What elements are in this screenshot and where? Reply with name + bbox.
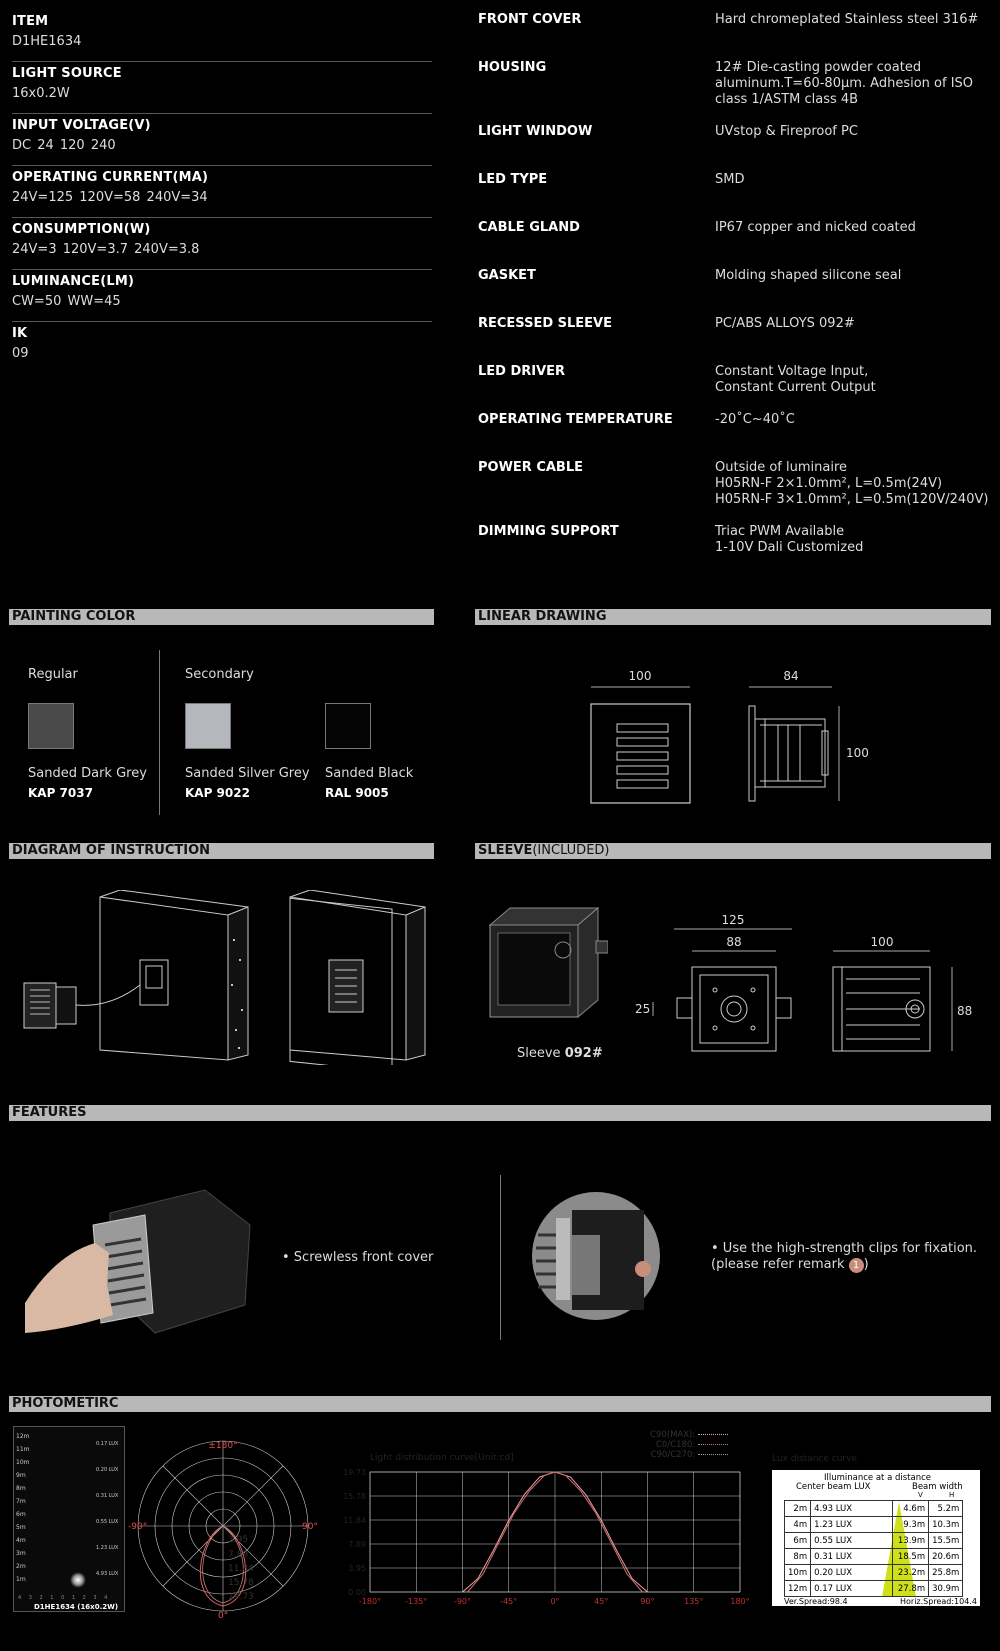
spec-row — [12, 10, 432, 62]
spec-label: DIMMING SUPPORT — [478, 524, 619, 539]
polar-ring: 11.84 — [228, 1564, 254, 1574]
lux-title: Lux distance curve — [772, 1454, 857, 1464]
lux-row: 4m 1.23 LUX 9.3m 10.3m — [785, 1517, 963, 1533]
spec-row — [478, 412, 993, 460]
sleeve-photo — [488, 905, 608, 1025]
spec-row — [478, 316, 993, 364]
spec-row — [478, 220, 993, 268]
swatch-dark-grey — [28, 703, 74, 749]
spec-value: IP67 copper and nicked coated — [715, 220, 916, 235]
spec-label: LUMINANCE(LM) — [12, 274, 135, 289]
polar-left: -90° — [128, 1522, 148, 1532]
swatch-name: Sanded Dark Grey — [28, 766, 147, 781]
lux-row: 6m 0.55 LUX 13.9m 15.5m — [785, 1533, 963, 1549]
spec-label: LIGHT SOURCE — [12, 66, 122, 81]
polar-chart — [128, 1438, 328, 1618]
spec-value: Constant Voltage Input, Constant Current Output — [715, 364, 876, 395]
lux-row: 8m 0.31 LUX 18.5m 20.6m — [785, 1549, 963, 1565]
y-tick-label: 11.84 — [343, 1516, 366, 1525]
iso-lux-label: 0.31 LUX — [96, 1493, 119, 1499]
spec-row — [478, 172, 993, 220]
legend-item: C90/C270: — [650, 1450, 696, 1460]
spec-label: GASKET — [478, 268, 536, 283]
spec-value: Outside of luminaire H05RN-F 2×1.0mm², L=0.5m(24V) H05RN-F 3×1.0mm², L=0.5m(120V/240V) — [715, 460, 989, 507]
dim-side-width: 84 — [783, 669, 799, 683]
curve-legend — [650, 1430, 728, 1460]
spec-value: 12# Die-casting powder coated aluminum.T=60-80μm. Adhesion of ISO class 1/ASTM class 4B — [715, 60, 974, 107]
spec-label: OPERATING TEMPERATURE — [478, 412, 673, 427]
spec-row — [478, 124, 993, 172]
divider — [500, 1175, 501, 1340]
dim-front-width: 100 — [628, 669, 652, 683]
iso-distance-label: 1m — [16, 1576, 26, 1583]
spec-row — [478, 12, 993, 60]
spec-row — [478, 524, 993, 572]
iso-distance-label: 6m — [16, 1511, 26, 1518]
spec-value: 09 — [12, 346, 29, 361]
divider — [159, 650, 160, 815]
x-tick-label: -180° — [358, 1597, 382, 1606]
iso-lux-chart — [13, 1426, 125, 1612]
legend-item: C0/C180: — [655, 1440, 696, 1450]
x-tick-label: -135° — [405, 1597, 428, 1606]
feature-photo-clip — [530, 1190, 670, 1325]
x-tick-label: 180° — [730, 1597, 750, 1606]
dim-sleeve-depth: 25 — [635, 1002, 651, 1016]
y-tick-label: 0.00 — [348, 1588, 366, 1597]
iso-distance-label: 12m — [16, 1433, 30, 1440]
spec-label: ITEM — [12, 14, 49, 29]
section-bar-photometric: PHOTOMETIRC — [9, 1396, 991, 1412]
section-bar-features: FEATURES — [9, 1105, 991, 1121]
feature-photo-hand — [25, 1185, 255, 1335]
polar-ring: 15.78 — [228, 1578, 254, 1588]
polar-top: ±180° — [208, 1441, 238, 1451]
spec-label: OPERATING CURRENT(MA) — [12, 170, 209, 185]
spec-value: 24V=125 120V=58 240V=34 — [12, 190, 208, 205]
polar-ring: 7.89 — [228, 1550, 249, 1560]
x-tick-label: 135° — [684, 1597, 704, 1606]
y-tick-label: 7.89 — [348, 1540, 366, 1549]
spec-label: INPUT VOLTAGE(V) — [12, 118, 151, 133]
feature-clips: • Use the high-strength clips for fixation. — [711, 1241, 978, 1256]
spec-value: Hard chromeplated Stainless steel 316# — [715, 12, 979, 27]
iso-lux-label: 0.20 LUX — [96, 1467, 119, 1473]
spec-label: CONSUMPTION(W) — [12, 222, 151, 237]
y-tick-label: 15.78 — [343, 1492, 366, 1501]
section-bar-painting: PAINTING COLOR — [9, 609, 434, 625]
iso-distance-label: 8m — [16, 1485, 26, 1492]
sleeve-caption: Sleeve 092# — [517, 1046, 603, 1061]
swatch-code: RAL 9005 — [325, 786, 389, 800]
spec-row — [478, 268, 993, 316]
spec-right-list — [478, 12, 993, 572]
iso-lux-label: 0.55 LUX — [96, 1519, 119, 1525]
dim-height: 100 — [846, 746, 869, 760]
lux-row: 2m 4.93 LUX 4.6m 5.2m — [785, 1501, 963, 1517]
light-distribution-chart — [330, 1462, 755, 1617]
iso-distance-label: 9m — [16, 1472, 26, 1479]
iso-distance-label: 11m — [16, 1446, 30, 1453]
secondary-title: Secondary — [185, 667, 254, 682]
swatch-code: KAP 7037 — [28, 786, 93, 800]
swatch-name: Sanded Silver Grey — [185, 766, 310, 781]
section-bar-sleeve: SLEEVE(INCLUDED) — [475, 843, 991, 859]
spec-label: HOUSING — [478, 60, 547, 75]
feature-clips-remark: (please refer remark 1 ) — [711, 1257, 869, 1272]
spec-row — [478, 364, 993, 412]
spec-row — [478, 460, 993, 524]
dim-sleeve-side-h: 88 — [957, 1004, 973, 1018]
spec-value: CW=50 WW=45 — [12, 294, 121, 309]
spec-value: Triac PWM Available 1-10V Dali Customized — [715, 524, 864, 555]
polar-ring: 3.95 — [228, 1535, 249, 1545]
swatch-black — [325, 703, 371, 749]
iso-distance-label: 5m — [16, 1524, 26, 1531]
x-tick-label: -90° — [453, 1597, 472, 1606]
section-bar-diagram: DIAGRAM OF INSTRUCTION — [9, 843, 434, 859]
spec-label: RECESSED SLEEVE — [478, 316, 612, 331]
section-bar-linear: LINEAR DRAWING — [475, 609, 991, 625]
sleeve-drawing — [620, 905, 980, 1055]
polar-right: 90° — [302, 1522, 318, 1532]
spec-left-list — [12, 10, 432, 374]
curve-title: Light distribution curve[Unit:cd] — [370, 1453, 514, 1463]
x-tick-label: 90° — [640, 1597, 655, 1606]
iso-distance-label: 2m — [16, 1563, 26, 1570]
swatch-silver-grey — [185, 703, 231, 749]
spec-value: 16x0.2W — [12, 86, 70, 101]
spec-value: -20˚C~40˚C — [715, 412, 795, 427]
lux-row: 10m 0.20 LUX 23.2m 25.8m — [785, 1565, 963, 1581]
spec-label: FRONT COVER — [478, 12, 582, 27]
swatch-code: KAP 9022 — [185, 786, 250, 800]
y-tick-label: 19.73 — [343, 1468, 366, 1477]
polar-ring: 19.73 — [228, 1592, 254, 1602]
legend-item: C90(MAX): — [650, 1430, 696, 1440]
spec-row — [12, 166, 432, 218]
spec-row — [12, 114, 432, 166]
iso-lux-label: 1.23 LUX — [96, 1545, 119, 1551]
spec-row — [12, 322, 432, 374]
spec-value: Molding shaped silicone seal — [715, 268, 902, 283]
linear-drawing — [560, 665, 890, 815]
spec-value: 24V=3 120V=3.7 240V=3.8 — [12, 242, 200, 257]
iso-lux-label: 4.93 LUX — [96, 1571, 119, 1577]
spec-value: UVstop & Fireproof PC — [715, 124, 858, 139]
dim-sleeve-inner: 88 — [726, 935, 742, 949]
lux-distance-table: Illuminance at a distance Center beam LUX Beam width V H 2m 4.93 LUX 4.6m 5.2m 4m 1.23 LUX 9.3m 10.3m 6m 0.55 LUX 13.9m 15.5m 8m 0.31 LUX 18.5m 20.6m 10m 0.20 LUX 23.2m 25.8m 12m 0.17 LUX 27.8m 30.9m Ver.Spread:98.4 Horiz.Spread:104.4 — [772, 1470, 980, 1606]
iso-distance-label: 4m — [16, 1537, 26, 1544]
dim-sleeve-side-w: 100 — [870, 935, 894, 949]
install-diagram — [20, 890, 440, 1065]
spec-label: LED TYPE — [478, 172, 548, 187]
remark-badge: 1 — [849, 1258, 864, 1273]
spec-row — [478, 60, 993, 124]
y-tick-label: 3.95 — [348, 1564, 366, 1573]
iso-distance-label: 10m — [16, 1459, 30, 1466]
spec-label: CABLE GLAND — [478, 220, 580, 235]
iso-lux-label: 0.17 LUX — [96, 1441, 119, 1447]
x-tick-label: -45° — [500, 1597, 518, 1606]
iso-caption: D1HE1634 (16x0.2W) — [34, 1603, 119, 1611]
iso-distance-label: 3m — [16, 1550, 26, 1557]
regular-title: Regular — [28, 667, 78, 682]
spec-value: D1HE1634 — [12, 34, 82, 49]
spec-value: PC/ABS ALLOYS 092# — [715, 316, 855, 331]
x-tick-label: 0° — [550, 1597, 560, 1606]
spec-label: LED DRIVER — [478, 364, 566, 379]
beam-spot — [70, 1572, 86, 1588]
spec-value: DC 24 120 240 — [12, 138, 116, 153]
spec-row — [12, 62, 432, 114]
iso-bottom-scale: 4 3 2 1 0 1 2 3 4 — [18, 1595, 111, 1601]
lux-row: 12m 0.17 LUX 27.8m 30.9m — [785, 1581, 963, 1597]
spec-label: POWER CABLE — [478, 460, 584, 475]
spec-row — [12, 270, 432, 322]
spec-row — [12, 218, 432, 270]
x-tick-label: 45° — [594, 1597, 609, 1606]
feature-screwless: • Screwless front cover — [282, 1250, 434, 1265]
swatch-name: Sanded Black — [325, 766, 414, 781]
polar-bottom: 0° — [218, 1611, 229, 1618]
spec-label: LIGHT WINDOW — [478, 124, 593, 139]
iso-distance-label: 7m — [16, 1498, 26, 1505]
dim-sleeve-outer: 125 — [721, 913, 745, 927]
spec-value: SMD — [715, 172, 745, 187]
spec-label: IK — [12, 326, 28, 341]
